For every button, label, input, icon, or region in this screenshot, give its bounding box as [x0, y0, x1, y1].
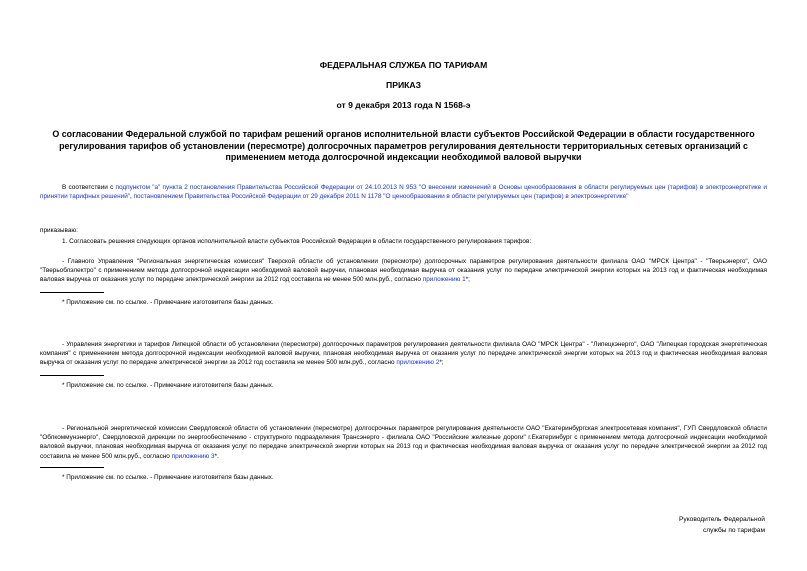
footnote-divider-3 — [40, 467, 104, 468]
paragraph-lipetsk-text: - Управления энергетики и тарифов Липецкой области об установлении (пересмотре) долгосрочных параметров регулирования деятельности филиала ОАО "МРСК Центра" - "Липецкэнерго", ОАО "Липецкая городская энергетическая компания" с применением метода долгосрочной индексации необходимой валовой выручки, плановая необходимая выручка от оказания услуг по передаче электрической энергии которых на 2013 год и фактическая необходимая валовая выручка от оказания услуг по передаче электрической энергии за 2012 год составила не менее 500 млн.руб., согласно — [40, 341, 767, 367]
appendix-2-link[interactable]: приложению 2 — [396, 359, 440, 367]
agency-heading: ФЕДЕРАЛЬНАЯ СЛУЖБА ПО ТАРИФАМ — [319, 60, 488, 70]
paragraph-tver-tail: *; — [465, 276, 470, 284]
signature-line-2: службы по тарифам — [702, 527, 765, 534]
date-number-heading: от 9 декабря 2013 года N 1568-э — [336, 100, 471, 110]
paragraph-tver-text: - Главного Управления "Региональная энергетическая комиссия" Тверской области об установлении (пересмотре) долгосрочных параметров регулирования деятельности филиала ОАО "МРСК Центра" - "Тверьэнерго", ОАО "Тверьоблэлектро" с применением метода долгосрочной индексации необходимой валовой выручки, плановая необходимая выручка от оказания услуг по передаче электрической энергии которых на 2013 год и фактическая необходимая валовая выручка от оказания услуг по передаче электрической энергии за 2012 год составила не менее 500 млн.руб., согласно — [40, 258, 767, 284]
paragraph-tver — [40, 257, 767, 285]
item-1: 1. Согласовать решения следующих органов исполнительной власти субъектов Российской Федерации в области государственного регулирования тарифов: — [62, 238, 532, 245]
decree-953-link[interactable]: подпунктом "а" пункта 2 постановления Правительства Российской Федерации от 24.10.2013 N 953 "О внесении изменений в Основы ценообразования в области регулируемых цен (тарифов) в электроэнергетике и принятии тарифных решений" — [40, 184, 767, 201]
paragraph-lipetsk-tail: *; — [439, 359, 444, 367]
preamble-text-2: , — [130, 193, 134, 201]
footnote-divider-1 — [40, 292, 104, 293]
footnote-3: * Приложение см. по ссылке. - Примечание изготовителя базы данных. — [62, 474, 274, 481]
document-title: О согласовании Федеральной службой по тарифам решений органов исполнительной власти субъектов Российской Федерации в области государственного регулирования тарифов об установлении (пересмотре) долгосрочных параметров регулирования деятельности территориальных сетевых организаций с применением метода долгосрочной индексации необходимой валовой выручки — [52, 129, 755, 162]
signature-block — [565, 514, 765, 536]
footnote-1: * Приложение см. по ссылке. - Примечание изготовителя базы данных. — [62, 299, 274, 306]
preamble-text-1: В соответствии с — [62, 184, 116, 191]
appendix-3-link[interactable]: приложению 3 — [171, 452, 215, 460]
orders-word: приказываю: — [40, 227, 78, 234]
paragraph-sverdlovsk-text: - Региональной энергетической комиссии Свердловской области об установлении (пересмотре) долгосрочных параметров регулирования деятельности ОАО "Екатеринбургская электросетевая компания", ГУП Свердловской области "Облкоммунэнерго", Свердловской дирекции по энергообеспечению - структурного подразделения Трансэнерго - филиала ОАО "Российские железные дороги" г.Екатеринбург с применением метода долгосрочной индексации необходимой валовой выручки, плановая необходимая выручка от оказания услуг по передаче электрической энергии которых на 2013 год и фактическая необходимая валовая выручка от оказания услуг по передаче электрической энергии за 2012 год составила не менее 500 млн.руб., согласно — [40, 425, 767, 460]
signature-line-1: Руководитель Федеральной — [679, 516, 765, 523]
paragraph-lipetsk — [40, 340, 767, 368]
appendix-1-link[interactable]: приложению 1 — [422, 276, 466, 284]
paragraph-sverdlovsk-tail: *. — [214, 452, 219, 460]
preamble-paragraph — [40, 183, 767, 201]
doc-type-heading: ПРИКАЗ — [386, 80, 421, 90]
decree-1178-link[interactable]: постановлением Правительства Российской Федерации от 29 декабря 2011 N 1178 "О ценообразовании в области регулируемых цен (тарифов) в электроэнергетике" — [133, 193, 629, 201]
footnote-2: * Приложение см. по ссылке. - Примечание изготовителя базы данных. — [62, 382, 274, 389]
paragraph-sverdlovsk — [40, 424, 767, 461]
footnote-divider-2 — [40, 375, 104, 376]
